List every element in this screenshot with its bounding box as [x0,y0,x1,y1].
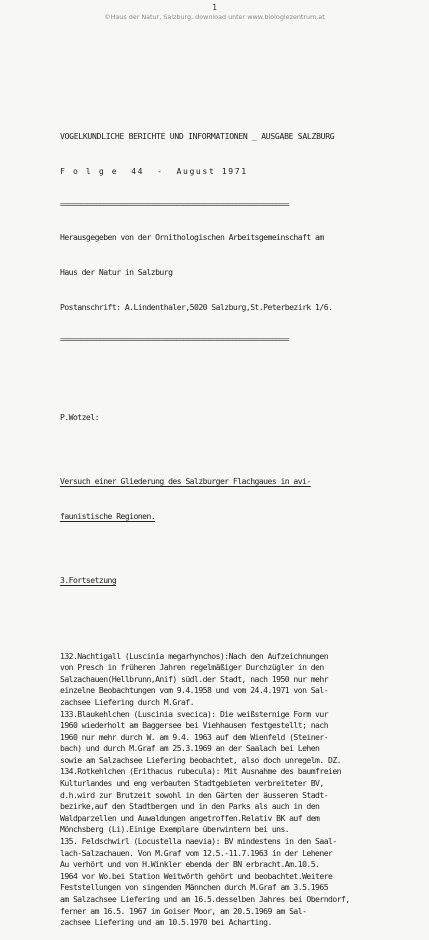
separator-rule-top: ===================================================================== [60,200,289,209]
text-line: 1960 wiederholt am Baggersee bei Viehhausen festgestellt; nach [60,720,329,731]
copyright-watermark: ©Haus der Natur, Salzburg, download unter www.biologiezentrum.at [104,13,325,21]
postal-address: Postanschrift: A.Lindenthaler,5020 Salzburg,St.Peterbezirk 1/6. [60,301,333,312]
text-line: Salzachauen(Hellbrunn,Anif) südl.der Stadt, nach 1950 nur mehr [60,673,329,684]
text-line: ferner am 16.5. 1967 im Goiser Moor, am 20.5.1969 am Sal- [60,905,307,916]
text-line: sowie am Salzachsee Liefering beobachtet, also doch unregelm. DZ. [60,754,341,765]
text-line: 134.Rotkehlchen (Erithacus rubecula): Mit Ausnahme des baumfreien [60,766,341,777]
text-line: Waldparzellen und Auwaldungen angetroffen.Relativ BK auf dem [60,812,320,823]
text-line: 1964 vor Wo.bei Station Weitwörth gehört und beobachtet.Weitere [60,870,333,881]
text-line: Feststellungen von singenden Männchen durch M.Graf am 3.5.1965 [60,882,329,893]
article-text [60,651,378,929]
section-label: 3.Fortsetzung [60,574,117,585]
text-line: d.h.wird zur Brutzeit sowohl in den Gärten der äusseren Stadt- [60,789,329,800]
article-title-line-2: faunistische Regionen. [60,511,156,521]
text-line: von Presch in früheren Jahren regelmäßiger Durchzügler in den [60,662,324,673]
text-line: 132.Nachtigall (Luscinia megarhynchos):Nach den Aufzeichnungen [60,650,329,661]
separator-rule-bottom: ===================================================================== [60,336,289,345]
text-line: 135. Feldschwirl (Locustella naevia): BV mindestens in den Saal- [60,836,337,847]
article-author: P.Wotzel: [60,412,99,423]
text-line: lach-Salzachauen. Von M.Graf vom 12.5.-11.7.1963 in der Lehener [60,847,333,858]
text-line: bezirke,auf den Stadtbergen und in den Parks als auch in den [60,801,320,812]
page-number: 1 [212,3,217,12]
document-body [60,108,378,940]
text-line: zachsee Liefering durch M.Graf. [60,696,195,707]
issue-line: F o l g e 44 - August 1971 [60,165,248,176]
text-line: bach) und durch M.Graf am 25.3.1969 an der Saalach bei Lehen [60,743,320,754]
publisher-line-2: Haus der Natur in Salzburg [60,266,173,277]
text-line: Mönchsberg (Li).Einige Exemplare überwintern bei uns. [60,824,290,835]
text-line: 133.Blaukehlchen (Luscinia svecica): Die weißsternige Form vur [60,708,329,719]
text-line: Au verhört und von H.Winkler ebenda der BN erbracht.Am.10.5. [60,859,320,870]
article-title-line-1: Versuch einer Gliederung des Salzburger Flachgaues in avi- [60,476,311,487]
text-line: zachsee Liefering und am 10.5.1970 bei Acharting. [60,917,272,928]
text-line: 1960 nur mehr durch W. am 9.4. 1963 auf dem Wienfeld (Steiner- [60,731,329,742]
publisher-line-1: Herausgegeben von der Ornithologischen Arbeitsgemeinschaft am [60,231,324,242]
publication-title: VOGELKUNDLICHE BERICHTE UND INFORMATIONEN _ AUSGABE SALZBURG [60,131,335,142]
text-line: Kulturlandes und eng verbauten Stadtgebieten verbreiteter BV, [60,778,324,789]
text-line: am Salzachsee Liefering und am 16.5.desselben Jahres bei Oberndorf, [60,894,350,904]
text-line: einzelne Beobachtungen vom 9.4.1958 und vom 24.4.1971 von Sal- [60,685,329,696]
